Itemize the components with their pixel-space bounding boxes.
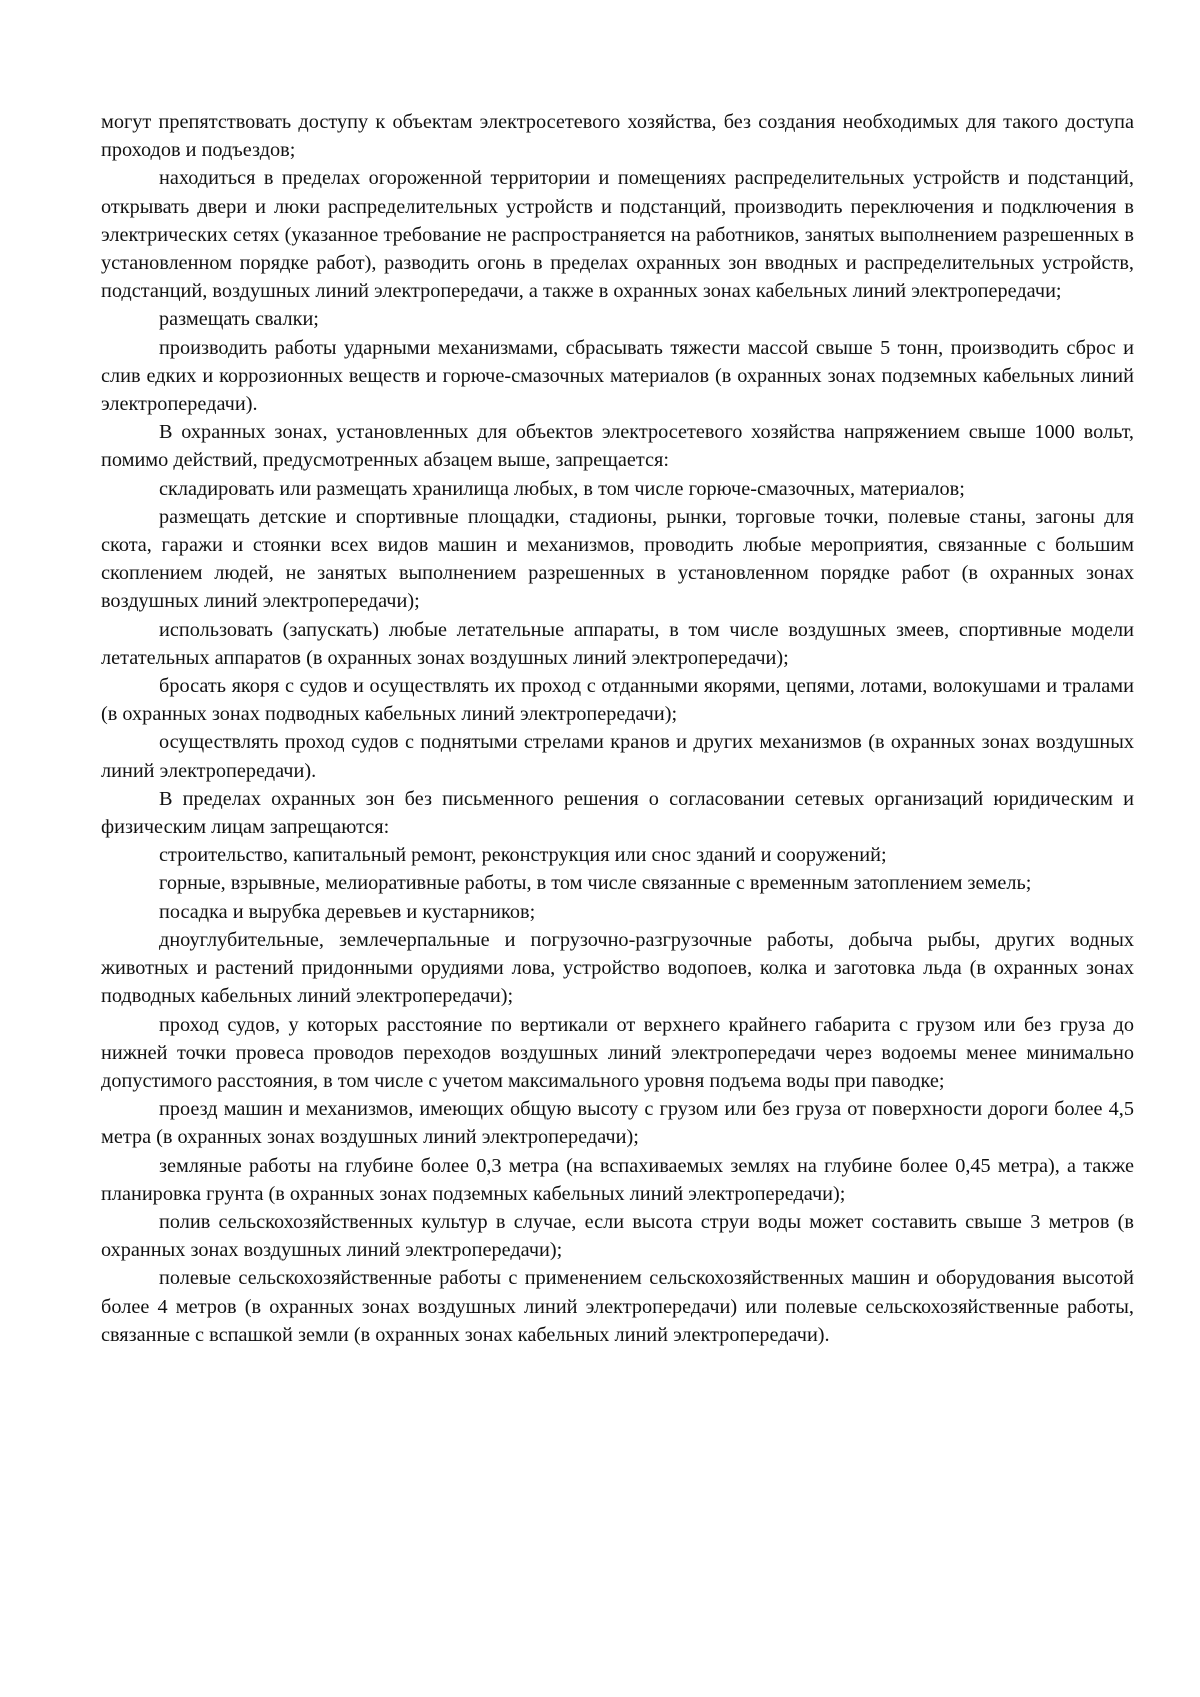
paragraph: складировать или размещать хранилища любых, в том числе горюче-смазочных, материалов; <box>159 477 965 500</box>
paragraph: В пределах охранных зон без письменного решения о согласовании сетевых организаций юридическим и физическим лицам запрещаются: <box>101 787 1134 839</box>
paragraph: использовать (запускать) любые летательные аппараты, в том числе воздушных змеев, спортивные модели летательных аппаратов (в охранных зонах воздушных линий электропередачи); <box>101 618 1134 669</box>
paragraph: посадка и вырубка деревьев и кустарников; <box>159 900 536 923</box>
paragraph: горные, взрывные, мелиоративные работы, в том числе связанные с временным затоплением земель; <box>159 872 1032 895</box>
paragraph: проход судов, у которых расстояние по вертикали от верхнего крайнего габарита с грузом или без груза до нижней точки провеса проводов переходов воздушных линий электропередачи через водоемы менее минимально допустимого расстояния, в том числе с учетом максимального уровня подъема воды при паводке; <box>101 1013 1134 1092</box>
paragraph: полив сельскохозяйственных культур в случае, если высота струи воды может составить свыше 3 метров (в охранных зонах воздушных линий электропередачи); <box>101 1210 1134 1262</box>
paragraph: находиться в пределах огороженной территории и помещениях распределительных устройств и подстанций, открывать двери и люки распределительных устройств и подстанций, производить переключения и подключения в электрических сетях (указанное требование не распространяется на работников, занятых выполнением разрешенных в установленном порядке работ), разводить огонь в пределах охранных зон вводных и распределительных устройств, подстанций, воздушных линий электропередачи, а также в охранных зонах кабельных линий электропередачи; <box>101 167 1134 303</box>
paragraph: размещать свалки; <box>159 308 319 331</box>
paragraph: проезд машин и механизмов, имеющих общую высоту с грузом или без груза от поверхности дороги более 4,5 метра (в охранных зонах воздушных линий электропередачи); <box>101 1098 1134 1149</box>
paragraph: осуществлять проход судов с поднятыми стрелами кранов и других механизмов (в охранных зонах воздушных линий электропередачи). <box>101 731 1134 782</box>
paragraph-continuation: могут препятствовать доступу к объектам электросетевого хозяйства, без создания необходимых для такого доступа проходов и подъездов; <box>101 111 1134 162</box>
paragraph: В охранных зонах, установленных для объектов электросетевого хозяйства напряжением свыше 1000 вольт, помимо действий, предусмотренных абзацем выше, запрещается: <box>101 421 1134 472</box>
paragraph: бросать якоря с судов и осуществлять их проход с отданными якорями, цепями, лотами, волокушами и тралами (в охранных зонах подводных кабельных линий электропередачи); <box>101 675 1134 726</box>
paragraph: полевые сельскохозяйственные работы с применением сельскохозяйственных машин и оборудования высотой более 4 метров (в охранных зонах воздушных линий электропередачи) или полевые сельскохозяйственные работы, связанные с вспашкой земли (в охранных зонах кабельных линий электропередачи). <box>101 1267 1134 1346</box>
paragraph: производить работы ударными механизмами, сбрасывать тяжести массой свыше 5 тонн, производить сброс и слив едких и коррозионных веществ и горюче-смазочных материалов (в охранных зонах подземных кабельных линий электропередачи). <box>101 336 1134 416</box>
document-body <box>101 108 1134 1349</box>
paragraph: размещать детские и спортивные площадки, стадионы, рынки, торговые точки, полевые станы, загоны для скота, гаражи и стоянки всех видов машин и механизмов, проводить любые мероприятия, связанные с большим скоплением людей, не занятых выполнением разрешенных в установленном порядке работ (в охранных зонах воздушных линий электропередачи); <box>101 505 1134 613</box>
paragraph: дноуглубительные, землечерпальные и погрузочно-разгрузочные работы, добыча рыбы, других водных животных и растений придонными орудиями лова, устройство водопоев, колка и заготовка льда (в охранных зонах подводных кабельных линий электропередачи); <box>101 928 1134 1008</box>
paragraph: строительство, капитальный ремонт, реконструкция или снос зданий и сооружений; <box>159 844 887 867</box>
paragraph: земляные работы на глубине более 0,3 метра (на вспахиваемых землях на глубине более 0,45 метра), а также планировка грунта (в охранных зонах подземных кабельных линий электропередачи); <box>101 1154 1134 1205</box>
